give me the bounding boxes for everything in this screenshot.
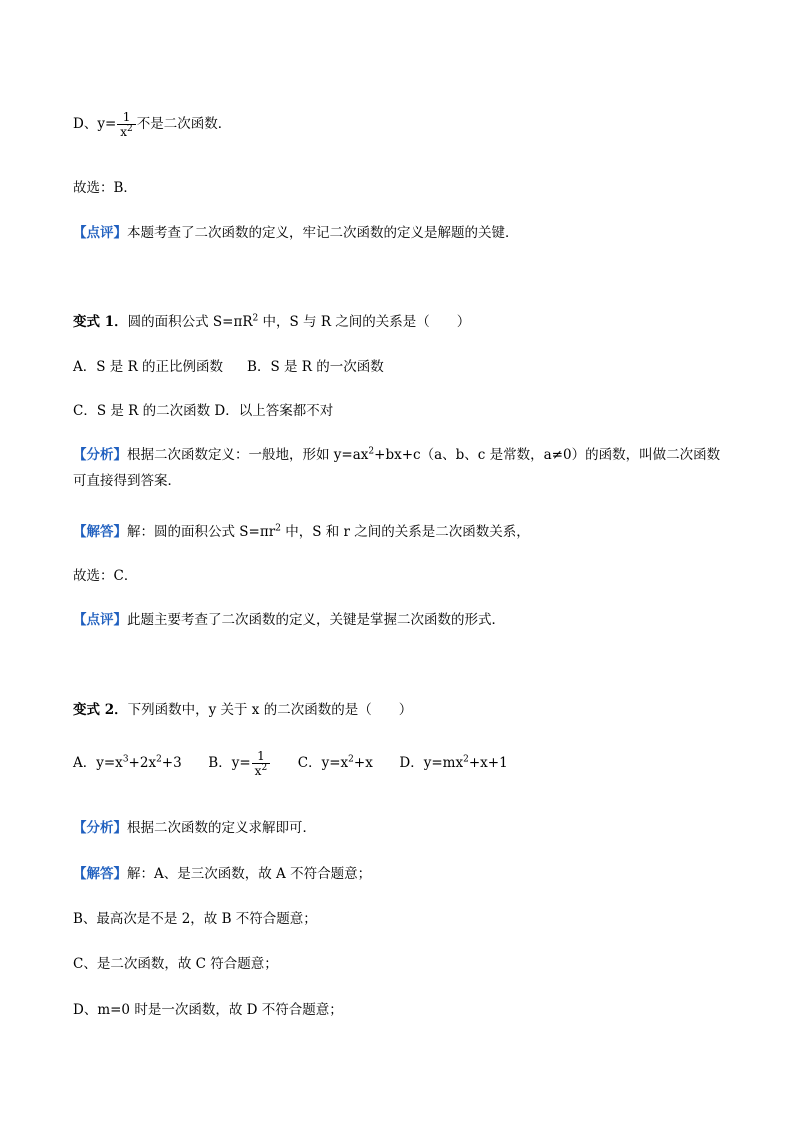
choose-c: 故选：C． (73, 568, 138, 584)
analysis-1: 【分析】根据二次函数定义：一般地，形如 $y=ax^2+bx+c(a$、b、c 是常数，a≠0）的函数，叫做二次函数可直接得到答案． (73, 446, 721, 489)
variant-2-question: 变式 2．下列函数中，y 关于 x 的二次函数的是（ ） (73, 702, 413, 718)
review-2: 【点评】此题主要考查了二次函数的定义，关键是掌握二次函数的形式． (73, 612, 505, 628)
variant-1-options-cd: C．S 是 R 的二次函数 D．以上答案都不对 (73, 403, 334, 419)
fraction: $\frac{1}{x^2}$ (252, 749, 271, 778)
analysis-2: 【分析】根据二次函数的定义求解即可． (73, 820, 316, 836)
answer-2: 【解答】解：A、是三次函数，故 A 不符合题意； (73, 866, 372, 882)
answer-2-b: B、最高次是不是 2，故 B 不符合题意； (73, 911, 317, 927)
review-1: 【点评】本题考查了二次函数的定义，牢记二次函数的定义是解题的关键． (73, 225, 519, 241)
choose-b: 故选：B． (73, 180, 137, 196)
answer-1: 【解答】解：圆的面积公式 $S=\pi r^2$ 中，S 和 r 之间的关系是二次函数关系， (73, 523, 530, 540)
answer-tag: 【解答】 (73, 524, 127, 540)
variant-label: 变式 1． (73, 314, 128, 330)
review-tag: 【点评】 (73, 612, 127, 628)
variant-label: 变式 2． (73, 702, 128, 718)
analysis-tag: 【分析】 (73, 447, 127, 463)
fraction: $\frac{1}{x^2}$ (117, 110, 136, 139)
analysis-tag: 【分析】 (73, 820, 127, 836)
variant-1-options-ab: A．S 是 R 的正比例函数 B．S 是 R 的一次函数 (73, 359, 384, 375)
answer-tag: 【解答】 (73, 866, 127, 882)
answer-2-d: D、m=0 时是一次函数，故 D 不符合题意； (73, 1002, 343, 1018)
option-d-conclusion: D、y= $\frac{1}{x^2}$ 不是二次函数． (73, 110, 232, 139)
review-tag: 【点评】 (73, 225, 127, 241)
variant-2-options: A．$y=x^3+2x^2+3$ B．y= $\frac{1}{x^2}$ C．$y=x^2+x$ D．$y=mx^2+x+1$ (73, 749, 508, 778)
variant-1-question: 变式 1．圆的面积公式 $S=\pi R^2$ 中，S 与 R 之间的关系是（ ） (73, 313, 471, 330)
answer-2-c: C、是二次函数，故 C 符合题意； (73, 956, 278, 972)
